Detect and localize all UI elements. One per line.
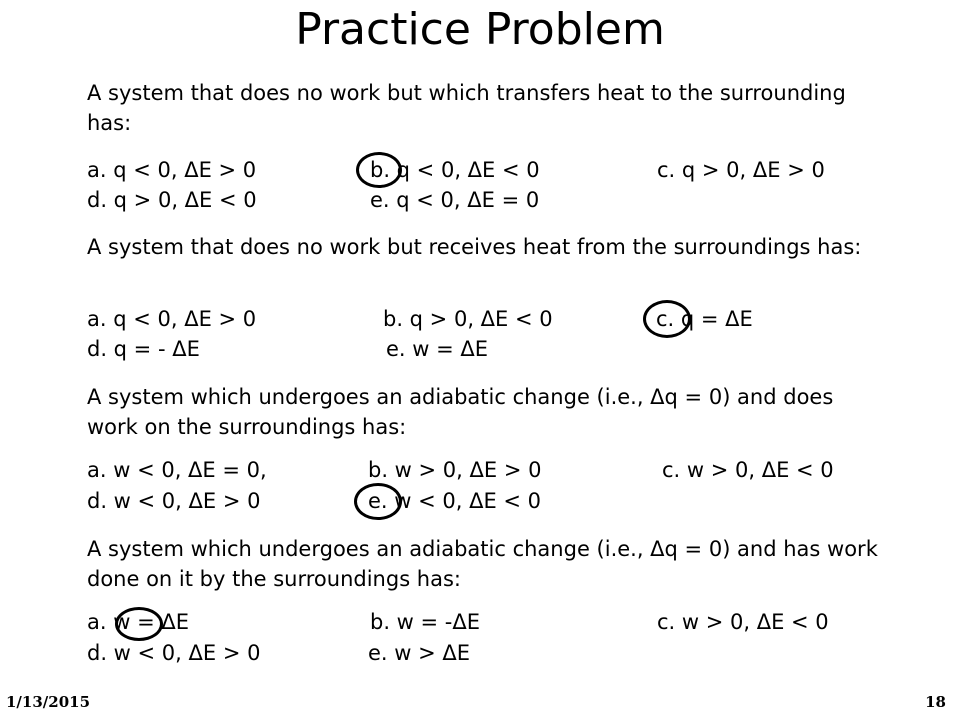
question-3-option-a: a. w < 0, ΔE = 0,: [87, 458, 267, 482]
answer-circle: [115, 607, 163, 641]
question-2-option-a: a. q < 0, ΔE > 0: [87, 307, 257, 331]
question-1-option-a: a. q < 0, ΔE > 0: [87, 158, 257, 182]
question-1-option-c: c. q > 0, ΔE > 0: [657, 158, 825, 182]
question-3-option-c: c. w > 0, ΔE < 0: [662, 458, 834, 482]
question-1-option-b: b. q < 0, ΔE < 0: [370, 158, 540, 182]
slide-date: 1/13/2015: [6, 693, 91, 711]
question-4-option-b: b. w = -ΔE: [370, 610, 481, 634]
question-4-stem: A system which undergoes an adiabatic change (i.e., Δq = 0) and has work done on it by the surroundings has:: [87, 537, 878, 591]
answer-circle: [643, 300, 691, 338]
question-3-option-e: e. w < 0, ΔE < 0: [368, 489, 542, 513]
question-1-option-e: e. q < 0, ΔE = 0: [370, 188, 540, 212]
question-3-option-d: d. w < 0, ΔE > 0: [87, 489, 261, 513]
question-4-option-c: c. w > 0, ΔE < 0: [657, 610, 829, 634]
answer-circle: [354, 483, 402, 520]
question-2-option-d: d. q = - ΔE: [87, 337, 200, 361]
answer-circle: [356, 152, 402, 188]
question-1-option-d: d. q > 0, ΔE < 0: [87, 188, 257, 212]
question-3-option-b: b. w > 0, ΔE > 0: [368, 458, 542, 482]
question-1-stem: A system that does no work but which transfers heat to the surrounding has:: [87, 81, 846, 135]
question-2-option-b: b. q > 0, ΔE < 0: [383, 307, 553, 331]
question-4-option-a: a. w = ΔE: [87, 610, 189, 634]
question-2-option-c: c. q = ΔE: [656, 307, 753, 331]
question-2-stem: A system that does no work but receives heat from the surroundings has:: [87, 235, 862, 259]
page-number: 18: [925, 693, 946, 711]
question-3-stem: A system which undergoes an adiabatic change (i.e., Δq = 0) and does work on the surroundings has:: [87, 385, 834, 439]
question-2-option-e: e. w = ΔE: [386, 337, 489, 361]
slide-title: Practice Problem: [295, 4, 665, 55]
question-4-option-d: d. w < 0, ΔE > 0: [87, 641, 261, 665]
question-4-option-e: e. w > ΔE: [368, 641, 471, 665]
